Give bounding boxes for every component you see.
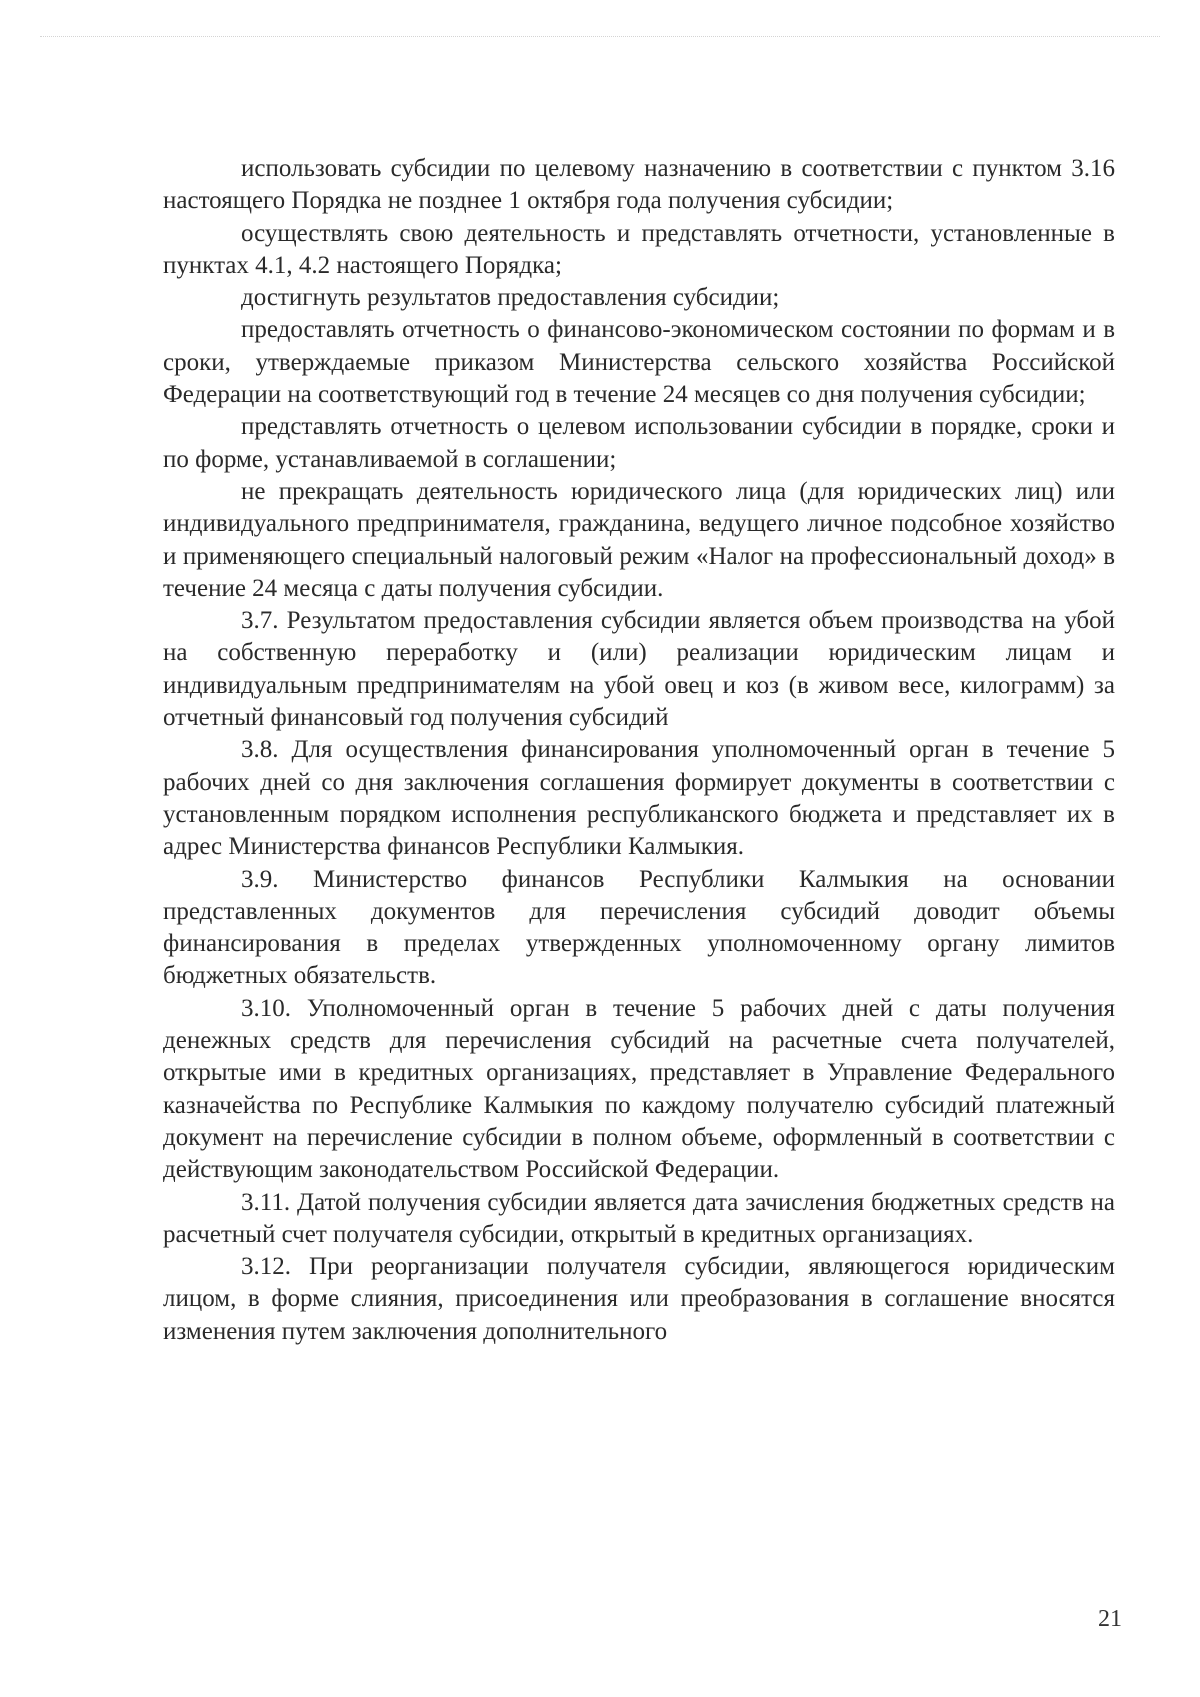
paragraph-3-10: 3.10. Уполномоченный орган в течение 5 рабочих дней с даты получения денежных средств для перечисления субсидий на расчетные счета получателей, открытые ими в кредитных организациях, представляет в Управление Федерального казначейства по Республике Калмыкия по каждому получателю субсидий платежный документ на перечисление субсидии в полном объеме, оформленный в соответствии с действующим законодательством Российской Федерации. [163, 994, 1115, 1184]
paragraph-carry-out-activity: осуществлять свою деятельность и представлять отчетности, установленные в пунктах 4.1, 4.2 настоящего Порядка; [163, 219, 1115, 279]
paragraph-3-7: 3.7. Результатом предоставления субсидии является объем производства на убой на собственную переработку и (или) реализации юридическим лицам и индивидуальным предпринимателям на убой овец и коз (в живом весе, килограмм) за отчетный финансовый год получения субсидий [163, 607, 1115, 732]
paragraph-target-use-reporting: представлять отчетность о целевом использовании субсидии в порядке, сроки и по форме, устанавливаемой в соглашении; [163, 413, 1115, 473]
page-number: 21 [1098, 1606, 1122, 1632]
paragraph-3-9: 3.9. Министерство финансов Республики Калмыкия на основании представленных документов для перечисления субсидий доводит объемы финансирования в пределах утвержденных уполномоченному органу лимитов бюджетных обязательств. [163, 865, 1115, 990]
paragraph-3-11: 3.11. Датой получения субсидии является дата зачисления бюджетных средств на расчетный счет получателя субсидии, открытый в кредитных организациях. [163, 1188, 1115, 1248]
paragraph-use-subsidy: использовать субсидии по целевому назначению в соответствии с пунктом 3.16 настоящего Порядка не позднее 1 октября года получения субсидии; [163, 155, 1115, 215]
paragraph-3-12: 3.12. При реорганизации получателя субсидии, являющегося юридическим лицом, в форме слияния, присоединения или преобразования в соглашение вносятся изменения путем заключения дополнительного [163, 1253, 1115, 1345]
paragraph-achieve-results: достигнуть результатов предоставления субсидии; [241, 284, 780, 312]
paragraph-3-8: 3.8. Для осуществления финансирования уполномоченный орган в течение 5 рабочих дней со дня заключения соглашения формирует документы в соответствии с установленным порядком исполнения республиканского бюджета и представляет их в адрес Министерства финансов Республики Калмыкия. [163, 736, 1115, 861]
scan-edge-artifact [40, 36, 1160, 37]
document-body [163, 153, 1115, 1348]
paragraph-financial-reporting: предоставлять отчетность о финансово-экономическом состоянии по формам и в сроки, утверждаемые приказом Министерства сельского хозяйства Российской Федерации на соответствующий год в течение 24 месяцев со дня получения субсидии; [163, 316, 1115, 409]
paragraph-continue-activity: не прекращать деятельность юридического лица (для юридических лиц) или индивидуального предпринимателя, гражданина, ведущего личное подсобное хозяйство и применяющего специальный налоговый режим «Налог на профессиональный доход» в течение 24 месяца с даты получения субсидии. [163, 477, 1115, 602]
